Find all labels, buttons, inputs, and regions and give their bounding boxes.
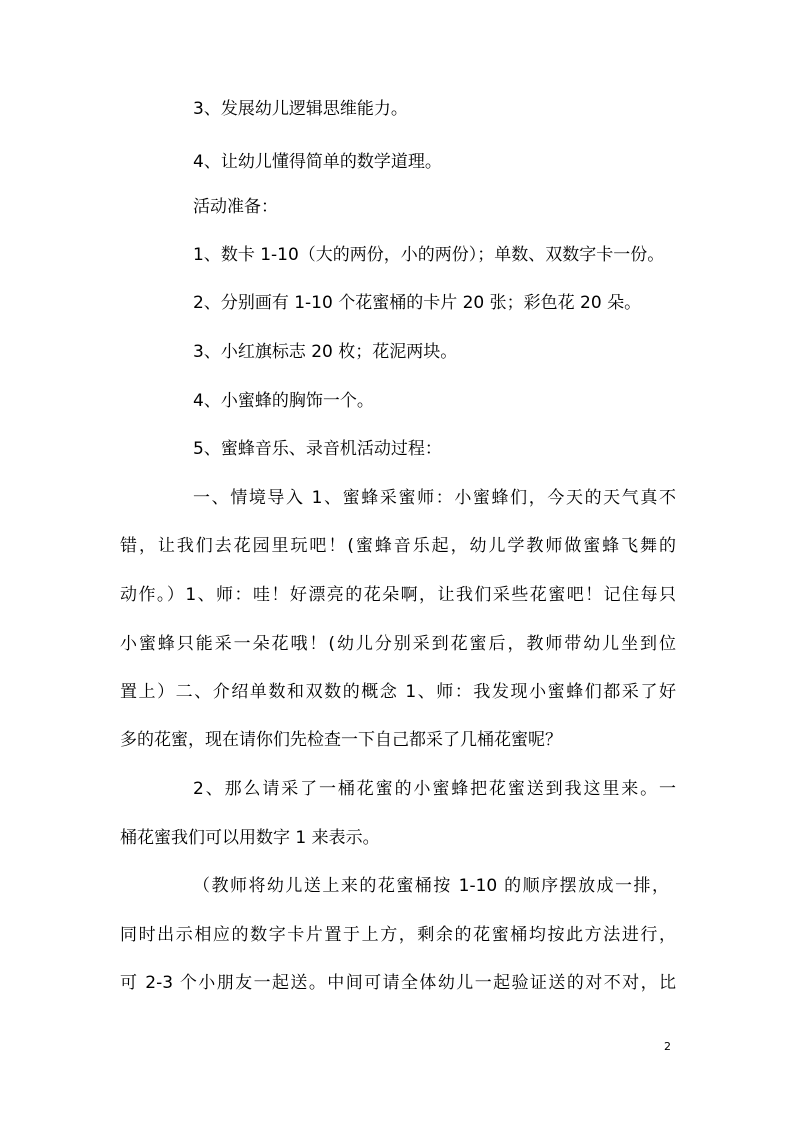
paragraph-line: 一、情境导入 1、蜜蜂采蜜师：小蜜蜂们，今天的天气真不 <box>193 488 676 508</box>
paragraph-line: 可 2-3 个小朋友一起送。中间可请全体幼儿一起验证送的对不对，比 <box>120 973 676 993</box>
page-number: 2 <box>664 1040 671 1053</box>
text-line: 5、蜜蜂音乐、录音机活动过程： <box>193 439 442 459</box>
text-line: 4、让幼儿懂得简单的数学道理。 <box>193 152 442 172</box>
paragraph-line: 小蜜蜂只能采一朵花哦！(幼儿分别采到花蜜后，教师带幼儿坐到位 <box>120 634 676 654</box>
text-line: 3、小红旗标志 20 枚；花泥两块。 <box>193 342 458 362</box>
paragraph-line: 错，让我们去花园里玩吧！(蜜蜂音乐起，幼儿学教师做蜜蜂飞舞的 <box>120 536 676 556</box>
paragraph-line: （教师将幼儿送上来的花蜜桶按 1-10 的顺序摆放成一排， <box>193 876 669 896</box>
text-line: 4、小蜜蜂的胸饰一个。 <box>193 391 374 411</box>
section-heading: 活动准备： <box>193 197 278 217</box>
paragraph-line: 桶花蜜我们可以用数字 1 来表示。 <box>120 828 380 848</box>
paragraph-line: 2、那么请采了一桶花蜜的小蜜蜂把花蜜送到我这里来。一 <box>193 779 676 799</box>
text-line: 3、发展幼儿逻辑思维能力。 <box>193 99 408 119</box>
text-line: 1、数卡 1-10（大的两份，小的两份）；单数、双数字卡一份。 <box>193 245 665 265</box>
text-line: 2、分别画有 1-10 个花蜜桶的卡片 20 张；彩色花 20 朵。 <box>193 293 642 313</box>
paragraph-line: 同时出示相应的数字卡片置于上方，剩余的花蜜桶均按此方法进行， <box>120 925 676 945</box>
paragraph-line: 多的花蜜，现在请你们先检查一下自己都采了几桶花蜜呢？ <box>120 730 562 750</box>
paragraph-line: 动作。）1、师：哇！好漂亮的花朵啊，让我们采些花蜜吧！记住每只 <box>120 585 676 605</box>
paragraph-line: 置上）二、介绍单数和双数的概念 1、师：我发现小蜜蜂们都采了好 <box>120 682 676 702</box>
